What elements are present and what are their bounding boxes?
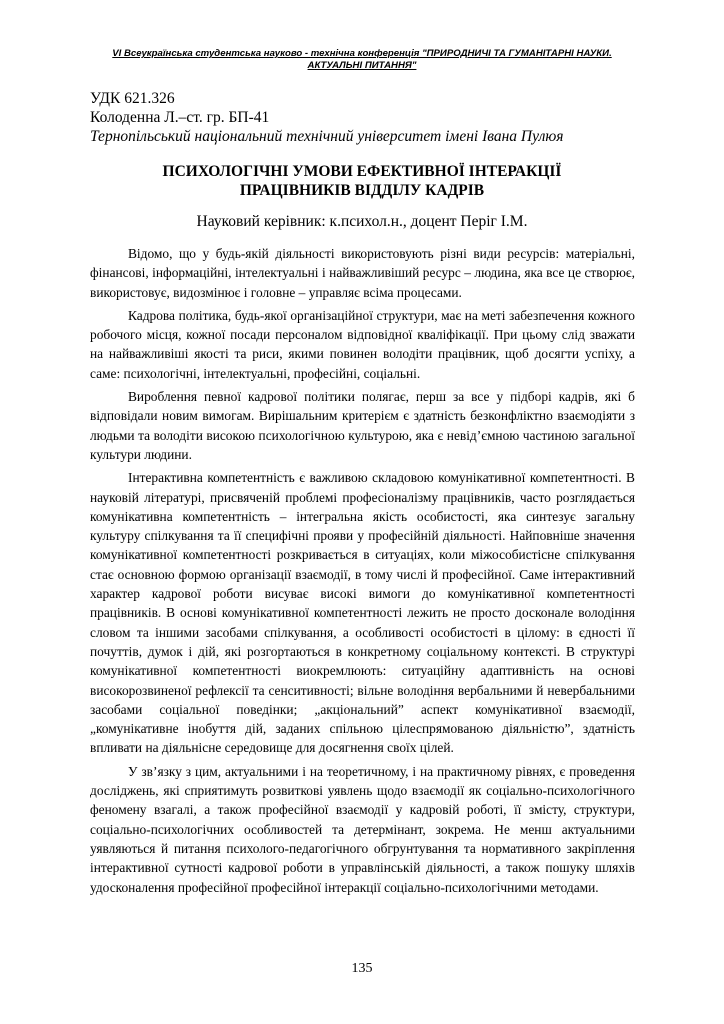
conference-header	[90, 48, 634, 72]
body-paragraph: У зв’язку з цим, актуальними і на теоретичному, і на практичному рівнях, є проведення досліджень, які сприятимуть розвиткові уявлень щодо взаємодії як соціально-психологічного феномену взагалі, а також професійної взаємодії у кадровій роботі, її змісту, структури, соціально-психологічних особливостей та детермінант, зокрема. Не менш актуальними уявляються й питання психолого-педагогічного обгрунтування та нормативного закріплення інтерактивної сутності кадрової роботи в управлінській діяльності, а також пошуку шляхів удосконалення професійної професійної інтеракції соціально-психологічними методами.	[90, 763, 635, 895]
author-line: Колоденна Л.–ст. гр. БП-41	[90, 109, 270, 126]
page-number: 135	[351, 961, 373, 976]
scientific-supervisor: Науковий керівник: к.психол.н., доцент Періг І.М.	[196, 213, 528, 230]
body-paragraph: Кадрова політика, будь-якої організаційної структури, має на меті забезпечення кожного робочого місця, кожної посади персоналом відповідної кваліфікації. При цьому слід зважати на найважливіші якості та риси, якими повинен володіти працівник, щоб досягти успіху, а саме: психологічні, інтелектуальні, професійні, соціальні.	[90, 307, 635, 381]
paper-title-line-1: ПСИХОЛОГІЧНІ УМОВИ ЕФЕКТИВНОЇ ІНТЕРАКЦІЇ	[162, 163, 562, 180]
university-affiliation: Тернопільський національний технічний університет імені Івана Пулюя	[90, 128, 564, 145]
paper-title	[90, 162, 634, 200]
conference-header-line-2: АКТУАЛЬНІ ПИТАННЯ"	[307, 60, 417, 71]
conference-header-line-1: VI Всеукраїнська студентська науково - технічна конференція "ПРИРОДНИЧІ ТА ГУМАНІТАРНІ НАУКИ.	[112, 48, 612, 59]
udk-code: УДК 621.326	[90, 90, 175, 107]
body-paragraph: Вироблення певної кадрової політики полягає, перш за все у підборі кадрів, які б відповідали новим вимогам. Вирішальним критерієм є здатність безконфліктно взаємодіяти з людьми та володіти високою психологічною культурою, яка є невід’ємною частиною загальної культури людини.	[90, 389, 635, 462]
body-paragraph: Інтерактивна компетентність є важливою складовою комунікативної компетентності. В науковій літературі, присвяченій проблемі професіоналізму працівників, часто розглядається комунікативна компетентність – інтегральна якість особистості, яка синтезує загальну культуру спілкування та її специфічні прояви у професійній діяльності. Найповніше значення комунікативної компетентності розкривається в ситуаціях, коли міжособистісне спілкування стає основною формою організації взаємодії, в тому числі й професійної. Саме інтерактивний характер кадрової роботи висуває високі вимоги до комунікативної компетентності працівників. В основі комунікативної компетентності лежить не просто досконале володіння словом та іншими засобами спілкування, а особливості особистості в цілому: в єдності її почуттів, думок і дій, які розгортаються в конкретному соціальному контексті. В структурі комунікативної компетентності виокремлюють: ситуаційну адаптивність на основі високорозвиненої рефлексії та сенситивності; вільне володіння вербальними й невербальними засобами соціальної поведінки; „акціональний” аспект комунікативної взаємодії, „комунікативне інобуття дій, заданих спільною цілеспрямованою діяльністю”, здатність впливати на діяльнісне середовище для досягнення своїх цілей.	[90, 470, 635, 756]
paper-body	[90, 244, 635, 901]
paper-title-line-2: ПРАЦІВНИКІВ ВІДДІЛУ КАДРІВ	[239, 182, 485, 199]
body-paragraph: Відомо, що у будь-якій діяльності використовують різні види ресурсів: матеріальні, фінансові, інформаційні, інтелектуальні і найважливіший ресурс – людина, яка все це створює, використовує, видозмінює і головне – управляє всіма процесами.	[90, 246, 635, 300]
